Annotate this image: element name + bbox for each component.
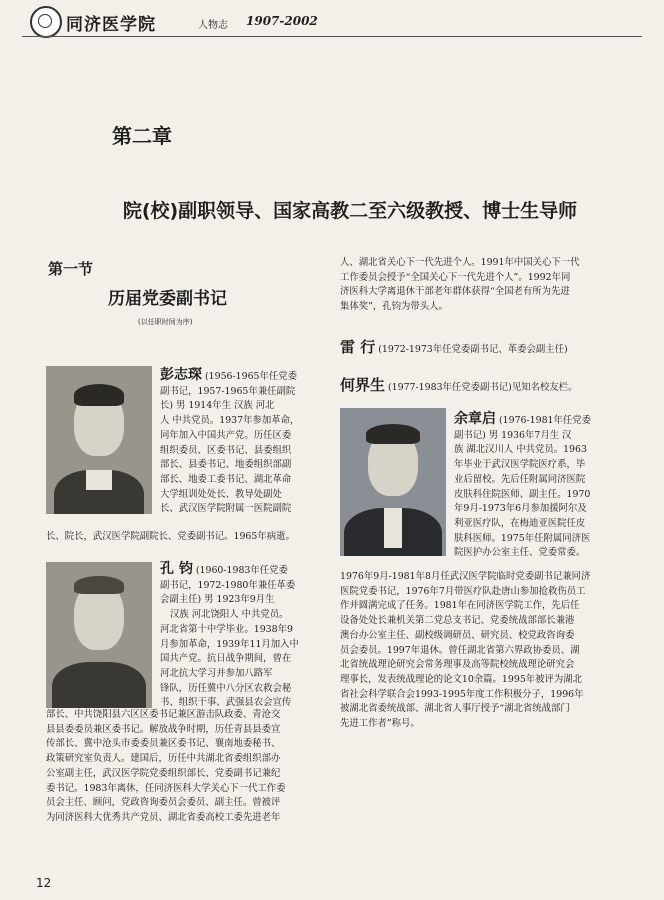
running-header <box>22 6 642 40</box>
bio-line: 部长、中共饶阳县六区区委书记兼区游击队政委、青沧交 <box>46 709 281 720</box>
kong-photo <box>46 562 152 708</box>
peng-name: 彭志琛 <box>160 367 202 383</box>
bio-line: 人、湖北省关心下一代先进个人。1991年中国关心下一代 <box>340 257 580 268</box>
bio-line: 集体奖”，孔钧为带头人。 <box>340 301 448 313</box>
bio-line: 书、组织干事、武强县农会宣传 <box>160 697 292 709</box>
bio-line: 先进工作者”称号。 <box>340 718 420 730</box>
bio-line: 族 湖北汉川人 中共党员。1963 <box>454 444 587 456</box>
header-years: 1907-2002 <box>246 14 318 28</box>
peng-photo <box>46 366 152 514</box>
he-entry <box>340 374 577 395</box>
bio-line: 业后留校。先后任附属同济医院 <box>454 473 586 485</box>
bio-line: 国共产党。抗日战争期间，曾在 <box>160 653 292 665</box>
school-seal-icon <box>30 6 62 38</box>
kong-name: 孔 钧 <box>160 561 193 577</box>
bio-line: 作并圆满完成了任务。1981年在同济医学院工作，先后任 <box>340 600 580 612</box>
bio-line: 河北省第十中学毕业。1938年9 <box>160 623 293 635</box>
yu-bio-top <box>454 412 632 561</box>
lei-name: 雷 行 <box>340 338 376 356</box>
kong-bio-top <box>160 562 328 711</box>
bio-line: 济医科大学离退休干部老年群体获得“全国老有所为先进 <box>340 286 570 298</box>
lei-entry <box>340 336 568 357</box>
bio-line: 副书记) 男 1936年7月生 汉 <box>454 429 572 441</box>
bio-line: 副书记，1972-1980年兼任革委 <box>160 579 296 591</box>
bio-line: 员会主任、顾问，党政咨询委员会委员、副主任。曾被评 <box>46 797 281 809</box>
bio-line: 为同济医科大优秀共产党员、湖北省委高校工委先进老年 <box>46 811 281 823</box>
bio-line: 理事长，发表统战理论的论文10余篇。1995年被评为湖北 <box>340 673 583 685</box>
bio-line: 澳台办公室主任、副校级调研员、研究员、校党政咨询委 <box>340 629 575 641</box>
bio-line: 员会委员。1997年退休。曾任湖北省第六界政协委员、湖 <box>340 644 580 656</box>
bio-line: 同年加入中国共产党。历任区委 <box>160 429 292 441</box>
bio-line: (1976-1981年任党委 <box>498 415 592 426</box>
header-school-name: 同济医学院 <box>66 15 156 35</box>
bio-line: 院医护办公室主任、党委常委。 <box>454 547 586 559</box>
bio-line: 公室副主任，武汉医学院党委组织部长、党委副书记兼纪 <box>46 767 281 779</box>
bio-line: 人 中共党员。1937年参加革命， <box>160 415 300 427</box>
chapter-label: 第二章 <box>112 124 172 148</box>
bio-line: 长、院长，武汉医学院副院长、党委副书记。1965年病逝。 <box>46 531 295 542</box>
bio-line: 锋队，历任冀中八分区农救会秘 <box>160 682 292 694</box>
bio-line: 长、武汉医学院附属一医院副院 <box>160 503 292 515</box>
bio-line: 肤科医师。1975年任附属同济医 <box>454 532 591 544</box>
bio-line: (1956-1965年任党委 <box>204 371 298 382</box>
bio-line: 政策研究室负责人。建国后，历任中共湖北省委组织部办 <box>46 753 281 765</box>
bio-line: 会副主任) 男 1923年9月生 <box>160 594 275 606</box>
bio-line: 工作委员会授予“全国关心下一代先进个人”。1992年同 <box>340 271 571 283</box>
bio-line: 河北抗大学习并参加八路军 <box>160 667 273 679</box>
bio-line: 部长、县委书记、地委组织部副 <box>160 459 292 471</box>
kong-bio-continued <box>340 256 630 315</box>
kong-bio-bottom <box>46 708 332 826</box>
he-text: (1977-1983年任党委副书记)见知名校友栏。 <box>388 382 578 393</box>
page-number: 12 <box>36 876 52 890</box>
yu-bio-bottom <box>340 570 632 732</box>
bio-line: 部长、地委工委书记、湖北革命 <box>160 473 292 485</box>
header-rule <box>22 36 642 37</box>
bio-line: 组织委员、区委书记、县委组织 <box>160 444 292 456</box>
bio-line: 年9月-1973年6月参加援阿尔及 <box>454 503 587 515</box>
bio-line: 省社会科学联合会1993-1995年度工作积极分子，1996年 <box>340 688 584 700</box>
bio-line: 月参加革命，1939年11月加入中 <box>160 638 299 650</box>
bio-line: 北省统战理论研究会常务理事及高等院校统战理论研究会 <box>340 659 575 671</box>
bio-line: 设备处处长兼机关第二党总支书记、党委统战部部长兼港 <box>340 615 575 627</box>
bio-line: 被湖北省委统战部、湖北省人事厅授予“湖北省统战部门 <box>340 703 570 715</box>
header-subtitle: 人物志 <box>198 20 228 31</box>
section-note: (以任职时间为序) <box>138 318 193 326</box>
bio-line: 年毕业于武汉医学院医疗系，毕 <box>454 459 586 471</box>
yu-name: 余章启 <box>454 411 496 427</box>
yu-photo <box>340 408 446 556</box>
bio-line: 汉族 河北饶阳人 中共党员。 <box>170 609 289 621</box>
bio-line: 医院党委书记，1976年7月带医疗队赴唐山参加抢救伤员工 <box>340 585 586 597</box>
bio-line: 县县委委员兼区委书记。解放战争时期，历任青县县委宣 <box>46 723 281 735</box>
section-title: 历届党委副书记 <box>108 289 227 309</box>
section-label: 第一节 <box>48 260 94 278</box>
peng-bio-top <box>160 368 326 517</box>
bio-line: 长) 男 1914年生 汉族 河北 <box>160 400 275 412</box>
bio-line: 利亚医疗队，在梅迪亚医院任皮 <box>454 517 586 529</box>
lei-text: (1972-1973年任党委副书记、革委会副主任) <box>378 344 568 355</box>
bio-line: 副书记，1957-1965年兼任副院 <box>160 385 296 397</box>
bio-line: 委书记。1983年离休，任同济医科大学关心下一代工作委 <box>46 782 286 794</box>
chapter-title: 院(校)副职领导、国家高教二至六级教授、博士生导师 <box>122 200 578 222</box>
bio-line: 1976年9月-1981年8月任武汉医学院临时党委副书记兼同济 <box>340 571 591 582</box>
bio-line: 大学组训处处长、教导处副处 <box>160 488 282 500</box>
bio-line: (1960-1983年任党委 <box>195 565 288 576</box>
bio-line: 皮肤科住院医师、副主任。1970 <box>454 488 591 500</box>
bio-line: 传部长、冀中沧头市委委员兼区委书记、襄南地委秘书、 <box>46 738 281 750</box>
he-name: 何界生 <box>340 376 386 394</box>
